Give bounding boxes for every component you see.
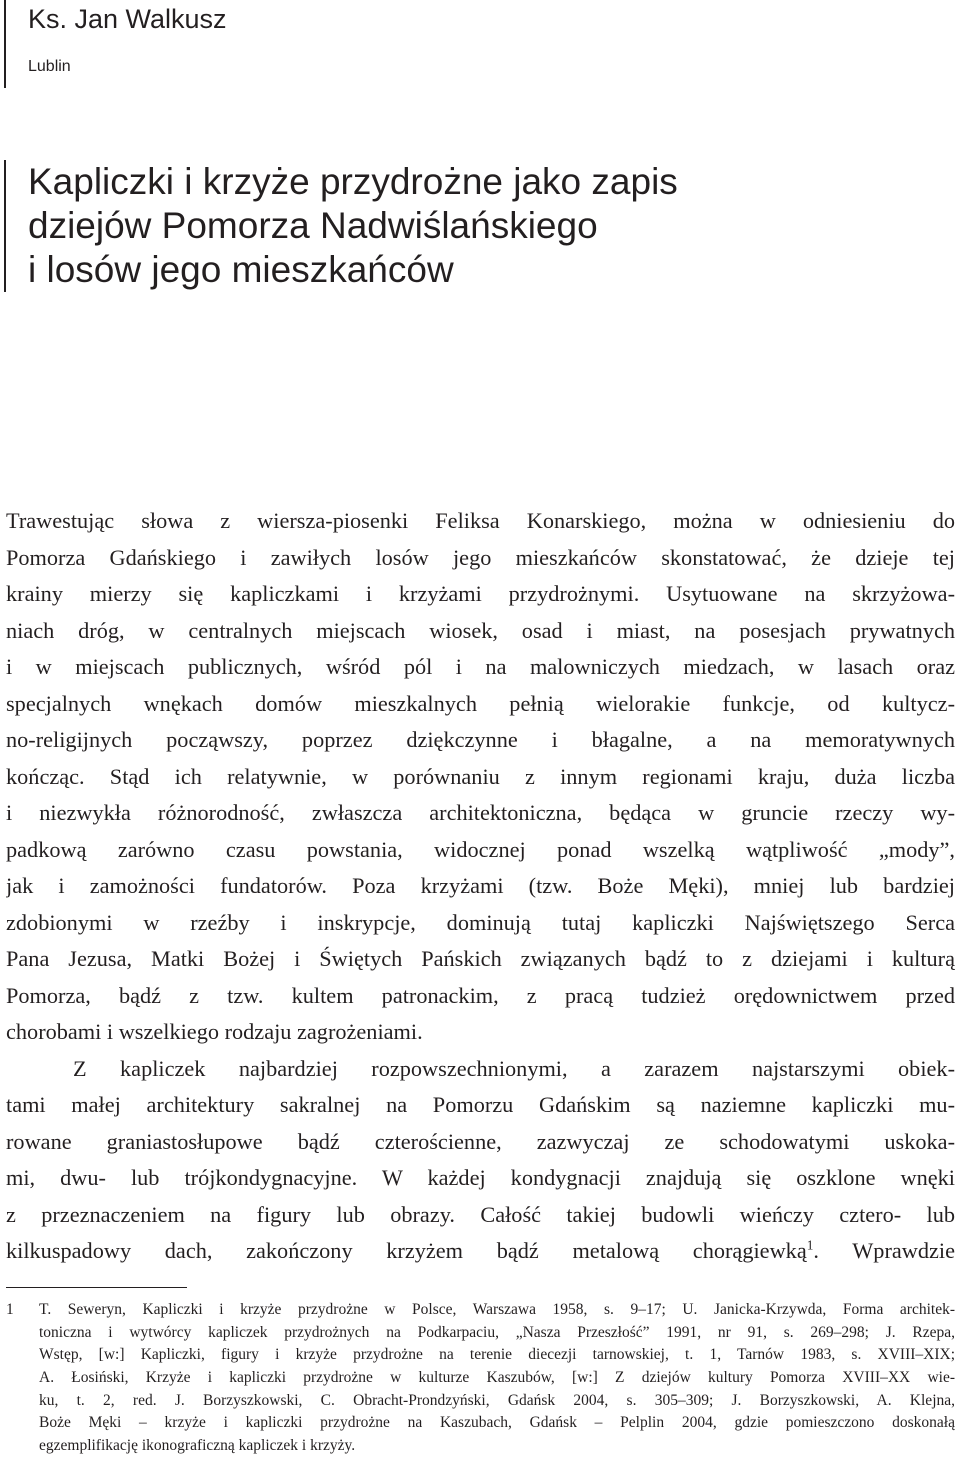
author-affiliation: Lublin xyxy=(28,58,71,75)
footnote-line: egzemplifikację ikonograficzną kapliczek i krzyży. xyxy=(39,1437,356,1455)
body-line: jak i zamożności fundatorów. Poza krzyżami (tzw. Boże Męki), mniej lub bardziej xyxy=(6,873,955,898)
body-line: kończąc. Stąd ich relatywnie, w porównaniu z innym regionami kraju, duża liczba xyxy=(6,763,955,789)
header-rule xyxy=(4,0,6,88)
title-rule xyxy=(4,160,6,292)
body-line: rowane graniastosłupowe bądź czterościenne, zazwyczaj ze schodowatymi uskoka- xyxy=(6,1128,955,1154)
footnote-text xyxy=(39,1299,955,1458)
body-line: Pana Jezusa, Matki Bożej i Świętych Pańskich związanych bądź to z dziejami i kulturą xyxy=(6,946,955,971)
body-line: i w miejscach publicznych, wśród pól i na malowniczych miedzach, w lasach oraz xyxy=(6,654,955,679)
title-line: Kapliczki i krzyże przydrożne jako zapis xyxy=(28,161,678,202)
footnote-line: Wstęp, [w:] Kapliczki, figury i krzyże przydrożne na terenie diecezji tarnowskiej, t. 1, Tarnów 1983, s. XVIII–XIX; xyxy=(39,1346,955,1364)
footnote-rule xyxy=(6,1287,187,1288)
body-line: niach dróg, w centralnych miejscach wiosek, osad i miast, na posesjach prywatnych xyxy=(6,617,955,643)
title-line: i losów jego mieszkańców xyxy=(28,249,454,290)
body-line: Pomorza, bądź z tzw. kultem patronackim, z pracą tudzież orędownictwem przed xyxy=(6,982,955,1008)
body-line-text: kilkuspadowy dach, zakończony krzyżem bądź metalową chorągiewką xyxy=(6,1238,807,1263)
article-title xyxy=(28,160,928,292)
footnote-line: Boże Męki – krzyże i kapliczki przydrożne na Kaszubach, Gdańsk – Pelplin 2004, gdzie pomieszczono doskonałą xyxy=(39,1414,955,1432)
body-line: tami małej architektury sakralnej na Pomorzu Gdańskim są naziemne kapliczki mu- xyxy=(6,1092,955,1117)
body-line: Z kapliczek najbardziej rozpowszechnionymi, a zarazem najstarszymi obiek- xyxy=(73,1055,955,1081)
body-line: no-religijnych począwszy, poprzez dziękczynne i błagalne, a na memoratywnych xyxy=(6,727,955,752)
body-line-text: . Wprawdzie xyxy=(813,1238,955,1263)
author-name: Ks. Jan Walkusz xyxy=(28,4,227,34)
body-line: chorobami i wszelkiego rodzaju zagrożeniami. xyxy=(6,1019,423,1044)
footnote-line: toniczna i wytwórcy kapliczek przydrożnych na Podkarpaciu, „Nasza Przeszłość” 1991, nr 91, s. 269–298; J. Rzepa, xyxy=(39,1323,955,1341)
footnote-number: 1 xyxy=(6,1301,14,1318)
body-line: specjalnych wnękach domów mieszkalnych pełnią wielorakie funkcje, od kultycz- xyxy=(6,690,955,716)
footnote-line: ku, t. 2, red. J. Borzyszkowski, C. Obracht-Prondzyński, Gdańsk 2004, s. 305–309; J. Borzyszkowski, A. Klejna, xyxy=(39,1391,955,1409)
body-line: i niezwykła różnorodność, zwłaszcza architektoniczna, będąca w gruncie rzeczy wy- xyxy=(6,800,955,825)
body-line: mi, dwu- lub trójkondygnacyjne. W każdej kondygnacji znajdują się oszklone wnęki xyxy=(6,1165,955,1190)
body-text xyxy=(6,503,955,1270)
title-line: dziejów Pomorza Nadwiślańskiego xyxy=(28,205,598,246)
body-line-with-footnote-ref xyxy=(6,1233,955,1270)
body-line: krainy mierzy się kapliczkami i krzyżami przydrożnymi. Usytuowane na skrzyżowa- xyxy=(6,581,955,606)
body-line: z przeznaczeniem na figury lub obrazy. Całość takiej budowli wieńczy cztero- lub xyxy=(6,1201,955,1227)
footnote-reference[interactable]: 1 xyxy=(806,1237,814,1253)
body-line: Pomorza Gdańskiego i zawiłych losów jego mieszkańców skonstatować, że dzieje tej xyxy=(6,544,955,570)
body-line: zdobionymi w rzeźby i inskrypcje, dominują tutaj kapliczki Najświętszego Serca xyxy=(6,909,955,935)
body-line: padkową zarówno czasu powstania, widocznej ponad wszelką wątpliwość „mody”, xyxy=(6,836,955,862)
body-line: Trawestując słowa z wiersza-piosenki Feliksa Konarskiego, można w odniesieniu do xyxy=(6,508,955,533)
footnote-line: A. Łosiński, Krzyże i kapliczki przydrożne w kulturze Kaszubów, [w:] Z dziejów kultury Pomorza XVIII–XX wie- xyxy=(39,1369,955,1387)
footnote-line: T. Seweryn, Kapliczki i krzyże przydrożne w Polsce, Warszawa 1958, s. 9–17; U. Janicka-Krzywda, Forma architek- xyxy=(39,1301,955,1318)
